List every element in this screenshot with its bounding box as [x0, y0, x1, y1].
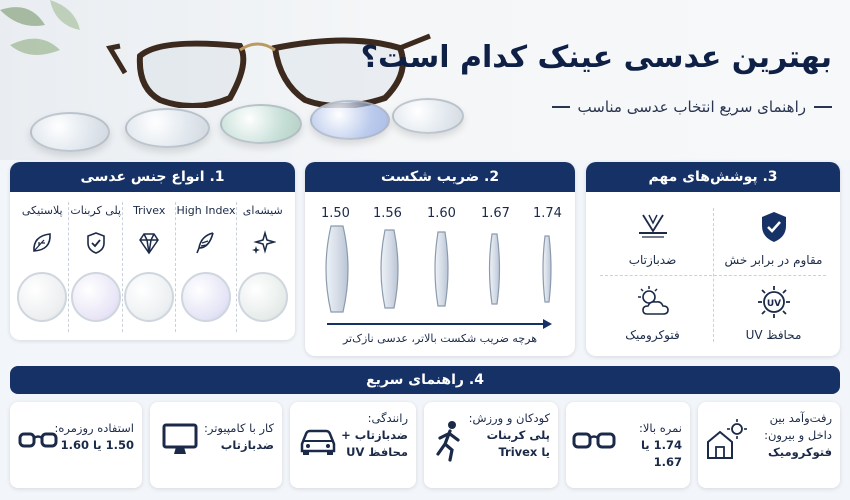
- refractive-index-title: 2. ضریب شکست: [305, 162, 575, 192]
- leaf-icon: [29, 230, 55, 256]
- guide-line: رانندگی:: [367, 411, 408, 425]
- guide-text: [612, 420, 682, 471]
- page-subtitle: راهنمای سریع انتخاب عدسی مناسب: [577, 98, 806, 116]
- index-1-74: 1.74: [533, 206, 562, 221]
- guide-line: فتوکرومیک: [767, 445, 832, 459]
- index-1-67: 1.67: [481, 206, 510, 221]
- lens-sample-1: [30, 112, 110, 152]
- guide-line: کار با کامپیوتر:: [204, 421, 274, 435]
- index-1-56: 1.56: [373, 206, 402, 221]
- shield-check-icon: [756, 209, 792, 245]
- guide-text: [466, 410, 550, 461]
- guide-driving: [290, 402, 416, 488]
- lens-sample-4: [310, 100, 390, 140]
- refractive-index-card: [305, 162, 575, 356]
- lens-profile-1-50: [326, 226, 348, 312]
- coatings-title: 3. پوشش‌های مهم: [586, 162, 840, 192]
- guide-line: داخل و بیرون:: [764, 428, 832, 442]
- guide-line: محافظ UV: [346, 445, 408, 459]
- material-name: پلاستیکی: [21, 204, 63, 217]
- dash-right: [814, 106, 832, 108]
- coating-anti-reflective: [592, 200, 713, 275]
- lens-materials-card: [10, 162, 295, 340]
- guide-daily-use: [10, 402, 142, 488]
- sparkle-icon: [250, 230, 276, 256]
- feather-icon: [193, 230, 219, 256]
- coating-scratch-resistant: [713, 200, 834, 275]
- material-glass: [236, 202, 289, 332]
- glasses-icon: [18, 428, 58, 452]
- shield-check-icon: [83, 230, 109, 256]
- guide-high-prescription: [566, 402, 690, 488]
- quick-guide-title: 4. راهنمای سریع: [10, 366, 840, 394]
- guide-line: 1.74 یا 1.67: [640, 438, 682, 469]
- guide-line: ضدبازتاب +: [341, 428, 408, 442]
- house-sun-icon: [704, 418, 748, 462]
- guide-line: رفت‌وآمد بین: [769, 411, 832, 425]
- plant-leaves-decoration: [0, 0, 110, 80]
- uv-sun-icon: [756, 284, 792, 320]
- material-name: Trivex: [133, 204, 166, 217]
- dash-left: [552, 106, 570, 108]
- coating-label: ضدبازتاب: [628, 252, 677, 267]
- guide-line: 1.50 یا 1.60: [60, 438, 134, 452]
- lens-thickness-graphic: [305, 224, 575, 344]
- page-title: بهترین عدسی عینک کدام است؟: [360, 40, 832, 75]
- lens-polycarbonate: [71, 272, 121, 322]
- lens-materials-title: 1. انواع جنس عدسی: [10, 162, 295, 192]
- diamond-icon: [136, 230, 162, 256]
- sun-cloud-icon: [635, 284, 671, 320]
- material-name: شیشه‌ای: [242, 204, 283, 217]
- guide-kids-sports: [424, 402, 558, 488]
- coating-label: فتوکرومیک: [625, 327, 680, 342]
- lens-profile-1-67: [490, 234, 500, 304]
- lens-high-index: [181, 272, 231, 322]
- guide-text: [334, 410, 408, 461]
- guide-indoor-outdoor: [698, 402, 840, 488]
- index-labels: [305, 206, 575, 226]
- lens-plastic: [17, 272, 67, 322]
- index-1-60: 1.60: [427, 206, 456, 221]
- coatings-grid: [592, 200, 834, 350]
- lens-materials-list: [16, 202, 289, 332]
- material-trivex: [122, 202, 175, 332]
- lens-profile-1-60: [435, 232, 448, 306]
- thinness-arrow-head: [543, 319, 552, 329]
- guide-line: نمره بالا:: [638, 421, 682, 435]
- guide-text: [54, 420, 134, 454]
- guide-line: ضدبازتاب: [220, 438, 274, 452]
- guide-line: استفاده روزمره:: [54, 421, 134, 435]
- running-person-icon: [432, 420, 466, 462]
- anti-reflect-icon: [635, 209, 671, 245]
- lens-trivex: [124, 272, 174, 322]
- guide-line: یا Trivex: [498, 445, 550, 459]
- material-plastic: [16, 202, 68, 332]
- refractive-index-note: هرچه ضریب شکست بالاتر، عدسی نازک‌تر: [342, 332, 538, 345]
- coating-label: مقاوم در برابر خش: [724, 252, 823, 267]
- coating-uv-protection: [713, 275, 834, 350]
- monitor-icon: [162, 422, 198, 458]
- glasses-icon: [572, 428, 616, 454]
- guide-line: پلی کربنات: [486, 428, 550, 442]
- guide-computer-work: [150, 402, 282, 488]
- lens-sample-3: [220, 104, 302, 144]
- material-name: High Index: [176, 204, 236, 217]
- subtitle-row: [492, 96, 832, 118]
- coating-photochromic: [592, 275, 713, 350]
- hero-banner: [0, 0, 850, 160]
- guide-text: [194, 420, 274, 454]
- material-name: پلی کربنات: [70, 204, 122, 217]
- lens-profile-1-74: [543, 236, 551, 302]
- material-high-index: [175, 202, 235, 332]
- coating-label: محافظ UV: [745, 327, 802, 342]
- index-1-50: 1.50: [321, 206, 350, 221]
- lens-sample-2: [125, 108, 210, 148]
- guide-text: [742, 410, 832, 461]
- car-icon: [298, 426, 338, 456]
- lens-profile-1-56: [381, 230, 398, 308]
- lens-glass: [238, 272, 288, 322]
- guide-line: کودکان و ورزش:: [468, 411, 550, 425]
- lens-sample-5: [392, 98, 464, 134]
- coatings-card: [586, 162, 840, 356]
- material-polycarbonate: [68, 202, 121, 332]
- svg-text:UV: UV: [766, 298, 781, 309]
